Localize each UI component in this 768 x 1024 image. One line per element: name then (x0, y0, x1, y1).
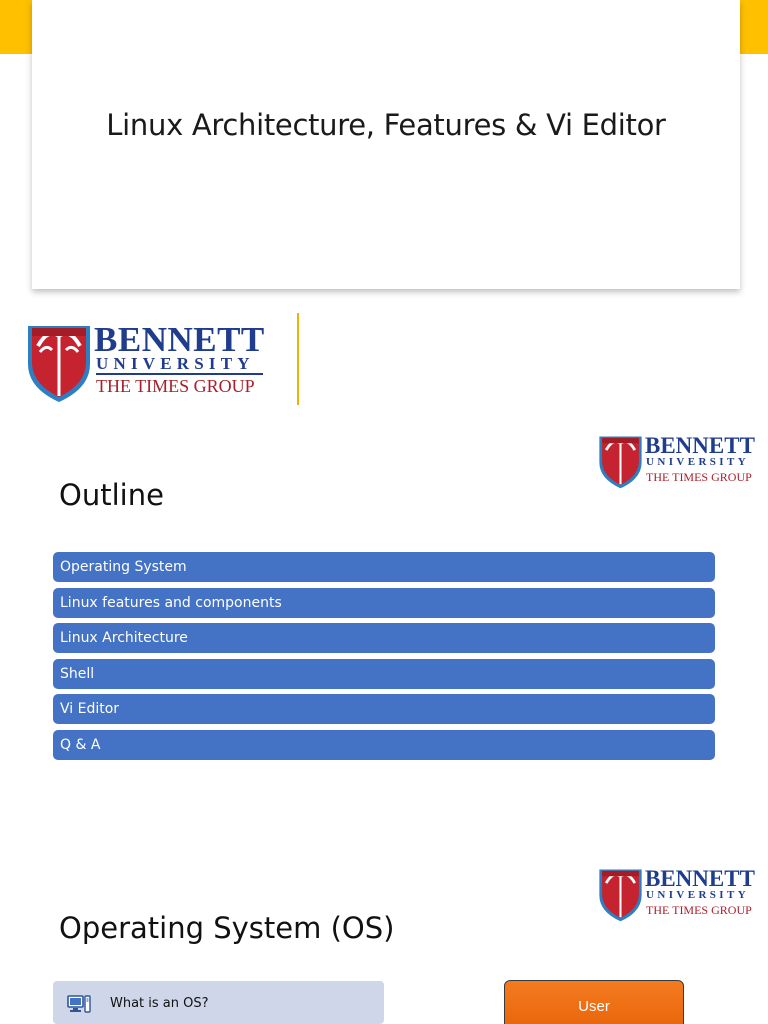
university-logo-small (598, 865, 766, 923)
outline-list (53, 552, 715, 766)
os-heading: Operating System (OS) (59, 911, 395, 945)
logo-rule (96, 373, 263, 375)
accent-bar-left (0, 0, 34, 54)
logo-group: THE TIMES GROUP (96, 376, 255, 396)
crest-icon (598, 432, 643, 490)
what-is-os-card (53, 981, 384, 1024)
outline-item: Linux features and components (53, 588, 715, 618)
computer-icon (67, 994, 91, 1014)
logo-name: BENNETT (645, 433, 755, 458)
logo-university: UNIVERSITY (646, 889, 750, 901)
logo-group: THE TIMES GROUP (646, 470, 752, 484)
outline-item: Operating System (53, 552, 715, 582)
card-text: What is an OS? (110, 996, 209, 1011)
outline-item: Shell (53, 659, 715, 689)
logo-name: BENNETT (94, 320, 265, 359)
crest-icon (26, 320, 92, 404)
logo-group: THE TIMES GROUP (646, 903, 752, 917)
gold-divider (297, 313, 299, 405)
title-slide (0, 0, 768, 300)
university-logo-large (26, 318, 271, 404)
university-logo-small (598, 432, 766, 490)
crest-icon (598, 865, 643, 923)
outline-item: Q & A (53, 730, 715, 760)
title-card (32, 0, 740, 289)
outline-item: Linux Architecture (53, 623, 715, 653)
slide-title: Linux Architecture, Features & Vi Editor (106, 108, 666, 142)
logo-university: UNIVERSITY (646, 456, 750, 468)
user-box: User (504, 980, 684, 1024)
logo-name: BENNETT (645, 866, 755, 891)
outline-item: Vi Editor (53, 694, 715, 724)
outline-heading: Outline (59, 478, 164, 512)
logo-university: UNIVERSITY (96, 354, 255, 373)
